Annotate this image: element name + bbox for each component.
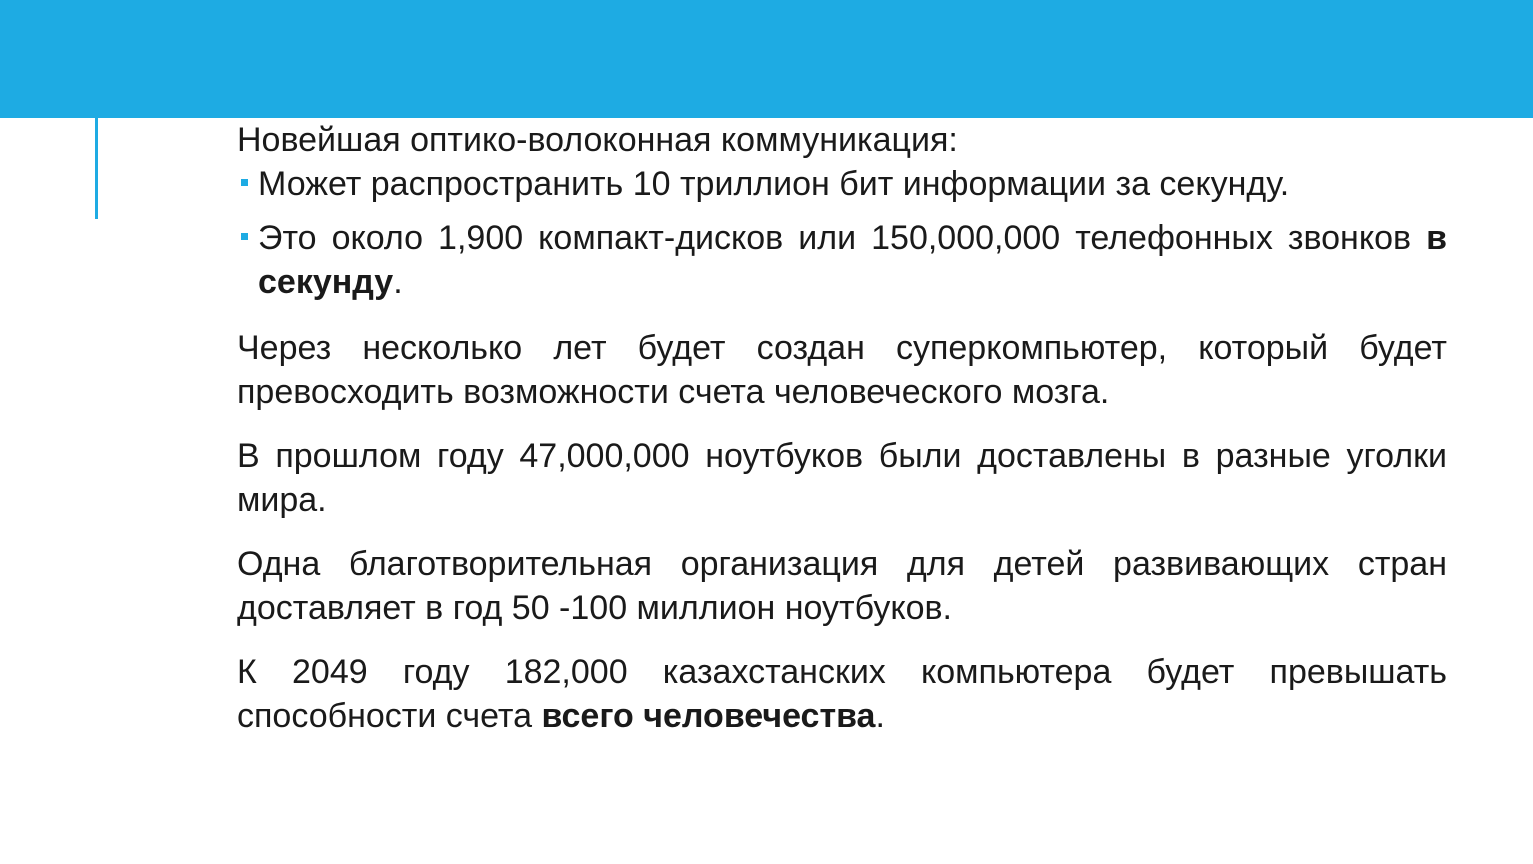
- bullet-bold-text: в секунду: [258, 219, 1447, 301]
- paragraph-text: Одна благотворительная организация для детей развивающих стран доставляет в год 50 -100 миллион ноутбуков.: [237, 545, 1447, 627]
- paragraph-text: В прошлом году 47,000,000 ноутбуков были доставлены в разные уголки мира.: [237, 437, 1447, 519]
- bullet-item: [237, 162, 1447, 206]
- paragraph-laptops: [237, 434, 1447, 522]
- paragraph-supercomputer: [237, 326, 1447, 414]
- bullet-list: [237, 162, 1447, 304]
- paragraph-charity: [237, 542, 1447, 630]
- bullet-item: [237, 216, 1447, 304]
- paragraph-bold-text: всего человечества: [541, 697, 876, 735]
- bullet-suffix: .: [393, 263, 403, 301]
- accent-line: [95, 118, 98, 219]
- intro-text: Новейшая оптико-волоконная коммуникация:: [237, 121, 958, 159]
- bullet-text: Это около 1,900 компакт-дисков или 150,000,000 телефонных звонков: [258, 219, 1427, 257]
- paragraph-kazakhstan: [237, 650, 1447, 738]
- slide-body: [237, 118, 1447, 738]
- title-bar: [0, 0, 1533, 118]
- square-bullet-icon: [241, 179, 248, 186]
- bullet-text: Может распространить 10 триллион бит информации за секунду.: [258, 165, 1290, 203]
- square-bullet-icon: [241, 233, 248, 240]
- paragraph-text: Через несколько лет будет создан суперкомпьютер, который будет превосходить возможности счета человеческого мозга.: [237, 329, 1447, 411]
- paragraph-text: К 2049 году 182,000 казахстанских компьютера будет превышать способности счета: [237, 653, 1447, 735]
- paragraph-suffix: .: [875, 697, 885, 735]
